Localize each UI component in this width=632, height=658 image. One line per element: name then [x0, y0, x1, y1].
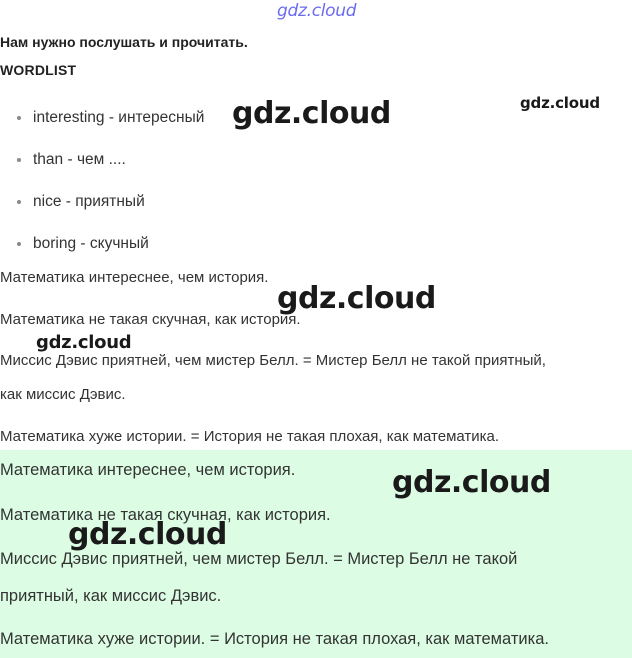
bullet-icon [17, 200, 21, 204]
text-line: Миссис Дэвис приятней, чем мистер Белл. = Мистер Белл не такой приятный, [0, 352, 546, 369]
watermark-top: gdz.cloud [277, 1, 357, 21]
bullet-icon [17, 116, 21, 120]
intro-text: Нам нужно послушать и прочитать. [0, 34, 248, 50]
wordlist-item-text: nice - приятный [33, 193, 145, 210]
answer-line: приятный, как миссис Дэвис. [0, 587, 222, 605]
bullet-icon [17, 242, 21, 246]
answer-line: Математика хуже истории. = История не такая плохая, как математика. [0, 630, 549, 648]
answer-line: Математика интереснее, чем история. [0, 461, 296, 479]
wordlist-item [17, 235, 149, 253]
text-line: Математика интереснее, чем история. [0, 269, 269, 286]
wordlist-item-text: than - чем .... [33, 151, 126, 168]
watermark: gdz.cloud [277, 281, 436, 316]
watermark: gdz.cloud [392, 465, 551, 500]
answer-line: Миссис Дэвис приятней, чем мистер Белл. = Мистер Белл не такой [0, 550, 518, 568]
watermark: gdz.cloud [520, 94, 600, 112]
wordlist-item [17, 151, 126, 169]
text-line: как миссис Дэвис. [0, 386, 126, 403]
wordlist-item [17, 193, 145, 211]
text-line: Математика не такая скучная, как история. [0, 311, 301, 328]
wordlist-title: WORDLIST [0, 62, 77, 78]
watermark: gdz.cloud [68, 517, 227, 552]
watermark: gdz.cloud [36, 332, 132, 353]
bullet-icon [17, 158, 21, 162]
wordlist-item [17, 109, 204, 127]
wordlist-item-text: interesting - интересный [33, 109, 205, 126]
watermark: gdz.cloud [232, 96, 391, 131]
answer-line: Математика не такая скучная, как история. [0, 506, 331, 524]
wordlist-item-text: boring - скучный [33, 235, 149, 252]
text-line: Математика хуже истории. = История не такая плохая, как математика. [0, 428, 500, 445]
